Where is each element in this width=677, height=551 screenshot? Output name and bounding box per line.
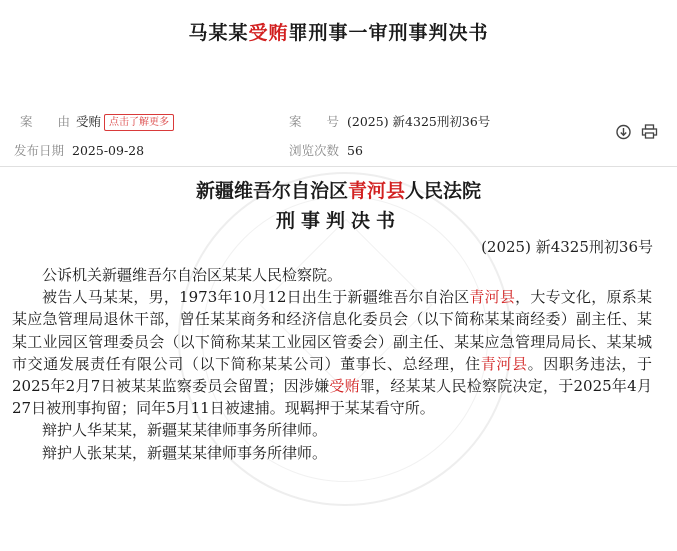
court-name-part: 人民法院 <box>405 180 482 202</box>
meta-case-no-value: (2025) 新4325刑初36号 <box>347 114 491 129</box>
page-title <box>0 18 677 45</box>
prosecutor-paragraph: 公诉机关新疆维吾尔自治区某某人民检察院。 <box>42 266 343 284</box>
court-name-part: 新疆维吾尔自治区 <box>195 180 348 202</box>
meta-views-label: 浏览次数 <box>289 143 340 158</box>
defendant-paragraph <box>12 286 652 419</box>
title-highlight: 受贿 <box>248 22 289 44</box>
meta-case-no <box>289 112 490 130</box>
title-part: 罪刑事一审刑事判决书 <box>288 22 489 44</box>
text-span: 被告人马某某，男，1973年10月12日出生于新疆维吾尔自治区 <box>42 288 470 307</box>
court-name <box>0 176 677 203</box>
text-span: 。因职务违法，于2025年2月7日被某某监察委员会留置；因涉嫌 <box>12 354 652 396</box>
meta-pub-date-value: 2025-09-28 <box>72 143 145 158</box>
meta-pub-date <box>14 141 144 159</box>
meta-views <box>289 141 363 159</box>
meta-cause <box>20 112 174 131</box>
meta-cause-label: 案 由 <box>20 114 71 129</box>
document-type: 刑事判决书 <box>275 210 401 232</box>
header-divider <box>0 166 677 167</box>
highlight-term: 受贿 <box>329 377 360 396</box>
text-span: 罪，经某某人民检察院决定，于2025年4月27日被刑事拘留；同年5月11日被逮捕。现羁押于某某看守所。 <box>12 377 652 418</box>
court-name-highlight: 青河县 <box>347 180 405 202</box>
meta-cause-value: 受贿 <box>76 114 102 129</box>
judgment-body <box>12 264 652 464</box>
highlight-term: 青河县 <box>469 288 516 307</box>
defense-lawyer-paragraph: 辩护人张某某，新疆某某律师事务所律师。 <box>42 443 328 462</box>
highlight-term: 青河县 <box>480 354 528 373</box>
meta-views-value: 56 <box>347 143 363 158</box>
toolbar <box>615 121 662 140</box>
title-part: 马某某 <box>188 22 249 44</box>
print-icon[interactable] <box>641 123 658 140</box>
text-span: ，大专文化，原系某某应急管理局退休干部，曾任某某商务和经济信息化委员会（以下简称某某商经委）副主任、某某工业园区管理委员会（以下简称某某工业园区管委会）副主任、某某应急管理局局长、某某城市交通发展责任有限公司（以下简称某某公司）董事长、总经理，住 <box>12 288 652 373</box>
meta-pub-date-label: 发布日期 <box>14 143 65 158</box>
share-icon[interactable] <box>615 123 632 140</box>
defense-lawyer-paragraph: 辩护人华某某，新疆某某律师事务所律师。 <box>42 421 328 440</box>
case-number: (2025) 新4325刑初36号 <box>481 238 653 256</box>
meta-case-no-label: 案 号 <box>289 114 340 129</box>
learn-more-button[interactable]: 点击了解更多 <box>104 114 174 131</box>
